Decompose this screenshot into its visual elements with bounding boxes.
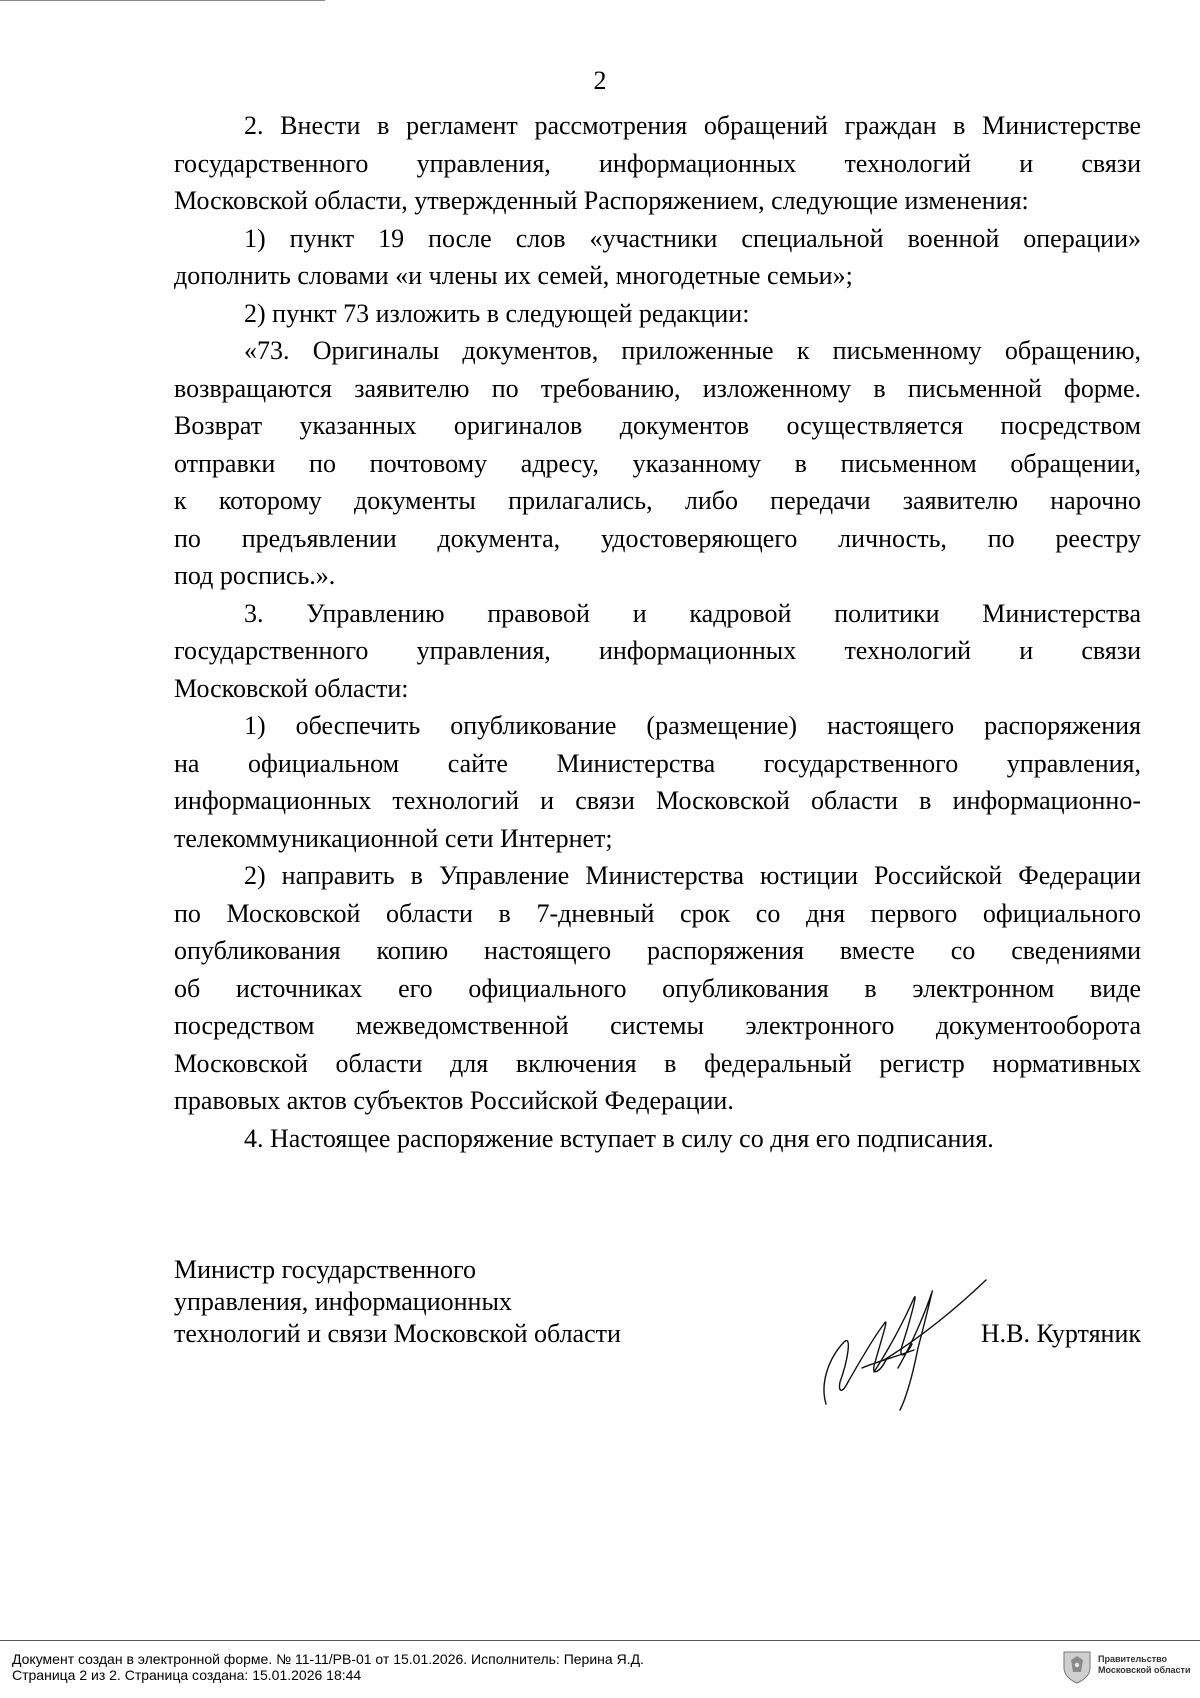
page-number: 2 xyxy=(593,66,607,95)
text-line: опубликования копию настоящего распоряжения вместе со сведениями xyxy=(174,936,1141,965)
text-line: 3. Управлению правовой и кадровой политики Министерства xyxy=(244,598,1141,628)
text-line: по Московской области в 7-дневный срок со дня первого официального xyxy=(174,898,1141,928)
text-line: телекоммуникационной сети Интернет; xyxy=(174,823,613,853)
coat-of-arms-icon xyxy=(1060,1648,1094,1684)
signatory-title xyxy=(174,1254,621,1350)
signatory-title-line: технологий и связи Московской области xyxy=(174,1319,621,1348)
text-line: правовых актов субъектов Российской Федерации. xyxy=(174,1086,734,1115)
footer-line-document: Документ создан в электронной форме. № 11-11/РВ-01 от 15.01.2026. Исполнитель: Перина Я.Д. xyxy=(12,1651,644,1667)
text-line: 2. Внести в регламент рассмотрения обращений граждан в Министерстве xyxy=(244,111,1141,140)
paragraph-item-4 xyxy=(174,1120,1141,1158)
text-line: 1) обеспечить опубликование (размещение) настоящего распоряжения xyxy=(244,711,1141,740)
text-line: 2) направить в Управление Министерства юстиции Российской Федерации xyxy=(244,861,1141,890)
paragraph-item-2 xyxy=(174,107,1141,220)
text-line: дополнить словами «и члены их семей, многодетные семьи»; xyxy=(174,261,853,290)
text-line: 2) пункт 73 изложить в следующей редакции: xyxy=(244,298,750,328)
text-line: Московской области для включения в федеральный регистр нормативных xyxy=(174,1048,1141,1078)
paragraph-item-73 xyxy=(174,332,1141,595)
text-line: возвращаются заявителю по требованию, изложенному в письменной форме. xyxy=(174,373,1141,403)
signatory-title-line: Министр государственного xyxy=(174,1255,476,1284)
document-body xyxy=(174,107,1141,1157)
government-logo xyxy=(1060,1644,1192,1690)
paragraph-item-2-2 xyxy=(174,295,1141,333)
signatory-title-line: управления, информационных xyxy=(174,1287,512,1316)
paragraph-item-2-1 xyxy=(174,220,1141,295)
signature-block xyxy=(174,1254,1141,1414)
paragraph-item-3-2 xyxy=(174,857,1141,1120)
logo-caption-line: Правительство xyxy=(1098,1654,1168,1664)
text-line: государственного управления, информационных технологий и связи xyxy=(174,636,1141,665)
footer-divider xyxy=(0,1640,1200,1641)
footer-info xyxy=(12,1651,644,1683)
logo-caption xyxy=(1098,1654,1191,1676)
text-line: под роспись.». xyxy=(174,561,336,590)
top-rule xyxy=(0,0,325,1)
text-line: посредством межведомственной системы электронного документооборота xyxy=(174,1011,1141,1040)
text-line: к которому документы прилагались, либо передачи заявителю нарочно xyxy=(174,486,1141,515)
paragraph-item-3-1 xyxy=(174,707,1141,857)
text-line: информационных технологий и связи Московской области в информационно- xyxy=(174,786,1141,815)
text-line: 4. Настоящее распоряжение вступает в силу со дня его подписания. xyxy=(244,1123,994,1153)
logo-caption-line: Московской области xyxy=(1098,1665,1191,1675)
signatory-name: Н.В. Куртяник xyxy=(980,1319,1141,1348)
text-line: государственного управления, информационных технологий и связи xyxy=(174,148,1141,178)
footer-line-page: Страница 2 из 2. Страница создана: 15.01.2026 18:44 xyxy=(12,1667,362,1683)
text-line: 1) пункт 19 после слов «участники специальной военной операции» xyxy=(244,223,1141,253)
text-line: на официальном сайте Министерства государственного управления, xyxy=(174,748,1141,778)
text-line: Московской области, утвержденный Распоряжением, следующие изменения: xyxy=(174,186,1029,215)
text-line: по предъявлении документа, удостоверяющего личность, по реестру xyxy=(174,523,1141,553)
text-line: об источниках его официального опубликования в электронном виде xyxy=(174,973,1141,1003)
text-line: Возврат указанных оригиналов документов осуществляется посредством xyxy=(174,411,1141,440)
text-line: «73. Оригиналы документов, приложенные к письменному обращению, xyxy=(244,336,1141,365)
text-line: Московской области: xyxy=(174,673,409,703)
paragraph-item-3 xyxy=(174,595,1141,708)
text-line: отправки по почтовому адресу, указанному в письменном обращении, xyxy=(174,448,1141,478)
